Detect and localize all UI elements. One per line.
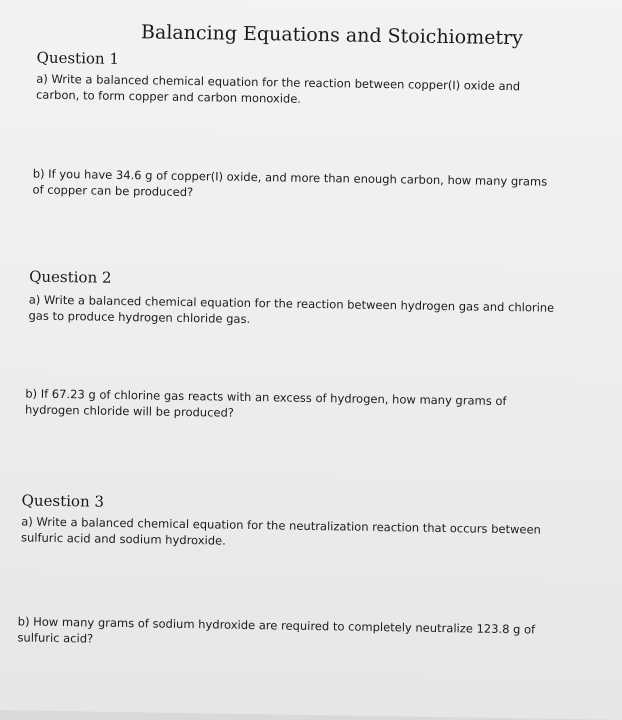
question-2-part-a: a) Write a balanced chemical equation for the reaction between hydrogen gas and chlorine gas to produce hydrogen chloride gas. <box>28 292 555 326</box>
question-3-part-b: b) How many grams of sodium hydroxide are required to completely neutralize 123.8 g of sulfuric acid? <box>17 614 536 646</box>
question-1-title: Question 1 <box>36 48 120 68</box>
question-3-title: Question 3 <box>21 491 105 511</box>
page-title: Balancing Equations and Stoichiometry <box>140 21 524 50</box>
question-1-part-b: b) If you have 34.6 g of copper(I) oxide, and more than enough carbon, how many grams of copper can be produced? <box>32 166 548 200</box>
question-3-part-a: a) Write a balanced chemical equation for the neutralization reaction that occurs between sulfuric acid and sodium hydroxide. <box>20 514 541 548</box>
question-2-part-b: b) If 67.23 g of chlorine gas reacts with an excess of hydrogen, how many grams of hydrogen chloride will be produced? <box>24 386 507 420</box>
question-1-part-a: a) Write a balanced chemical equation for the reaction between copper(I) oxide and carbon, to form copper and carbon monoxide. <box>35 71 521 106</box>
question-2-title: Question 2 <box>29 267 112 287</box>
